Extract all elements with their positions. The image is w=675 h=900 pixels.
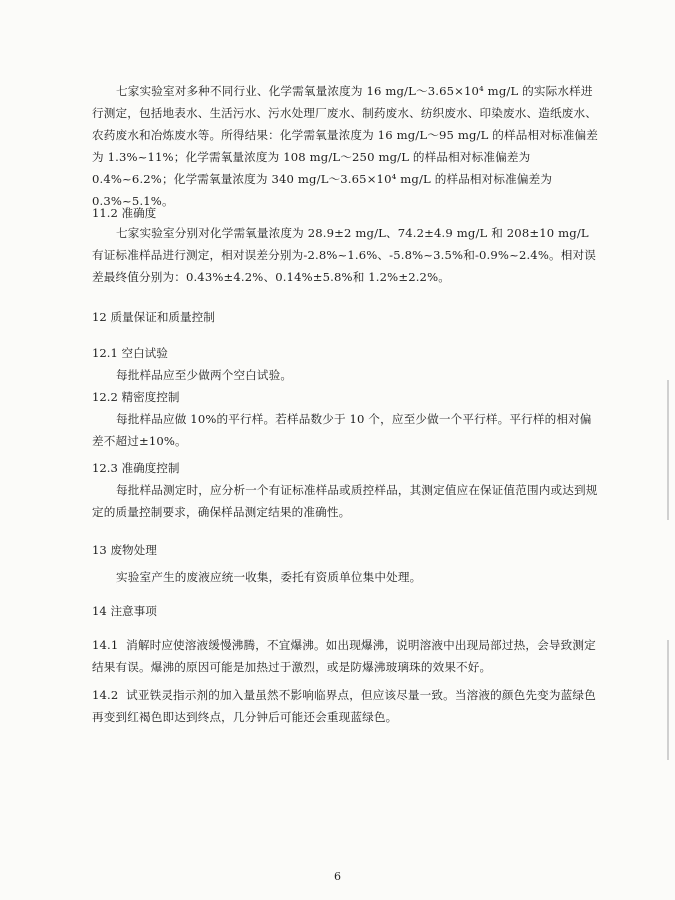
waste-paragraph: 实验室产生的废液应统一收集，委托有资质单位集中处理。	[116, 570, 422, 584]
note-14-2-paragraph: 14.2 试亚铁灵指示剂的加入量虽然不影响临界点，但应该尽量一致。当溶液的颜色先变为蓝绿色再变到红褐色即达到终点，几分钟后可能还会重现蓝绿色。	[92, 688, 596, 724]
section-11-2-heading: 11.2 准确度	[92, 206, 157, 220]
accuracy-paragraph: 七家实验室分别对化学需氧量浓度为 28.9±2 mg/L、74.2±4.9 mg/L 和 208±10 mg/L 有证标准样品进行测定，相对误差分别为-2.8%~1.6%、-5.8%~3.5%和-0.9%~2.4%。相对误差最终值分别为：0.43%±4.2%、0.14%±5.8%和 1.2%±2.2%。	[92, 226, 596, 284]
section-12-heading: 12 质量保证和质量控制	[92, 310, 215, 324]
precision-control-paragraph: 每批样品应做 10%的平行样。若样品数少于 10 个，应至少做一个平行样。平行样的相对偏差不超过±10%。	[92, 412, 592, 448]
section-12-2-heading: 12.2 精密度控制	[92, 390, 180, 404]
scan-edge-shadow	[667, 380, 669, 520]
scan-edge-shadow	[667, 640, 669, 760]
section-12-1-heading: 12.1 空白试验	[92, 346, 168, 360]
accuracy-control-paragraph: 每批样品测定时，应分析一个有证标准样品或质控样品，其测定值应在保证值范围内或达到规定的质量控制要求，确保样品测定结果的准确性。	[92, 483, 598, 519]
note-14-1-paragraph: 14.1 消解时应使溶液缓慢沸腾，不宜爆沸。如出现爆沸，说明溶液中出现局部过热，会导致测定结果有误。爆沸的原因可能是加热过于激烈，或是防爆沸玻璃珠的效果不好。	[92, 638, 596, 674]
precision-paragraph: 七家实验室对多种不同行业、化学需氧量浓度为 16 mg/L～3.65×10⁴ mg/L 的实际水样进行测定，包括地表水、生活污水、污水处理厂废水、制药废水、纺织废水、印染废水、造纸废水、农药废水和冶炼废水等。所得结果：化学需氧量浓度为 16 mg/L～95 mg/L 的样品相对标准偏差为 1.3%~11%；化学需氧量浓度为 108 mg/L～250 mg/L 的样品相对标准偏差为 0.4%~6.2%；化学需氧量浓度为 340 mg/L～3.65×10⁴ mg/L 的样品相对标准偏差为 0.3%~5.1%。	[92, 84, 598, 208]
page-number: 6	[334, 870, 341, 883]
blank-test-paragraph: 每批样品应至少做两个空白试验。	[116, 368, 293, 382]
section-13-heading: 13 废物处理	[92, 543, 157, 557]
section-14-heading: 14 注意事项	[92, 604, 157, 618]
section-12-3-heading: 12.3 准确度控制	[92, 461, 180, 475]
